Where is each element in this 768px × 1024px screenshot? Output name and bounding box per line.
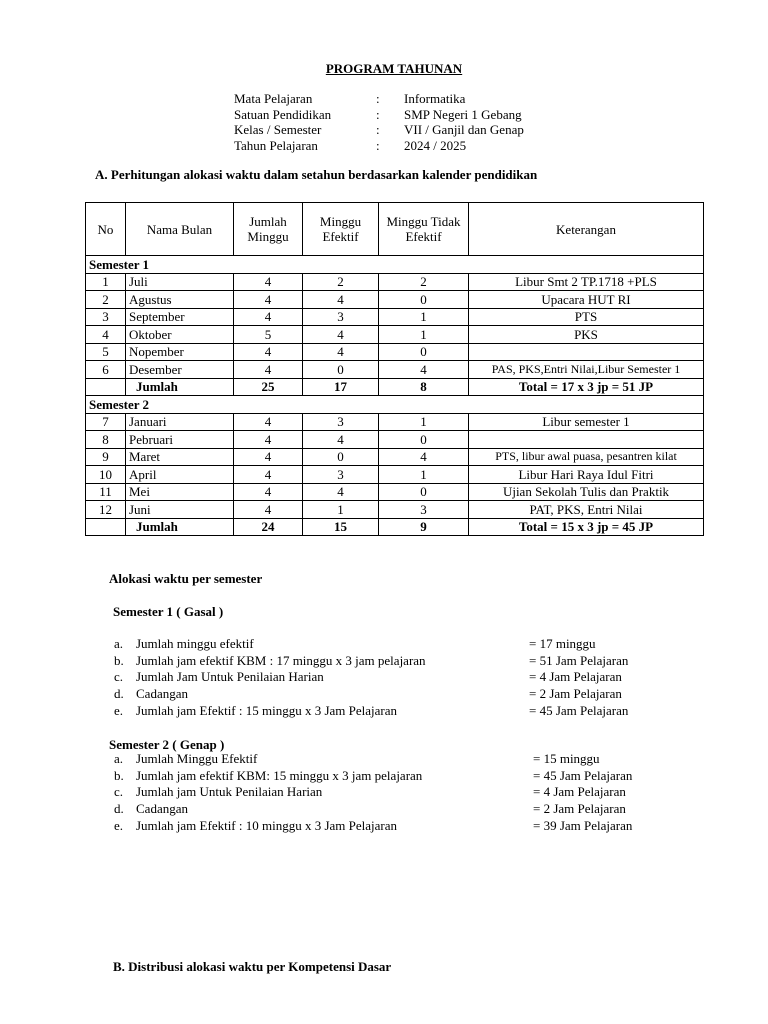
cell-month: Desember: [126, 361, 234, 379]
table-row: [86, 483, 704, 501]
list-item: [114, 801, 626, 818]
cell-notes: PAT, PKS, Entri Nilai: [469, 501, 704, 519]
item-value: = 45 Jam Pelajaran: [529, 702, 629, 718]
item-text: Cadangan: [136, 686, 188, 702]
cell-weeks: 4: [234, 291, 303, 309]
calendar-table: [85, 202, 704, 536]
cell-weeks: 5: [234, 326, 303, 344]
header-not-effective: Minggu Tidak Efektif: [379, 203, 469, 256]
total-not-effective: 8: [379, 378, 469, 396]
item-text: Jumlah jam Efektif : 10 minggu x 3 Jam Pelajaran: [136, 817, 398, 833]
cell-effective: 4: [303, 326, 379, 344]
cell-weeks: 4: [234, 361, 303, 379]
cell-effective: 4: [303, 431, 379, 449]
info-value: 2024 / 2025: [404, 137, 467, 153]
item-letter: e.: [114, 702, 124, 718]
list-item: [114, 636, 596, 653]
info-colon: :: [376, 137, 380, 153]
list-item: [114, 686, 622, 703]
section-a-heading: A. Perhitungan alokasi waktu dalam setahun berdasarkan kalender pendidikan: [95, 167, 538, 182]
item-letter: d.: [114, 686, 124, 702]
table-row: [86, 413, 704, 431]
cell-notes: Libur semester 1: [469, 413, 704, 431]
semester-1-heading: Semester 1 ( Gasal ): [113, 604, 224, 619]
section-b-heading: B. Distribusi alokasi waktu per Kompetensi Dasar: [113, 959, 392, 974]
list-item: [114, 751, 600, 768]
item-value: = 51 Jam Pelajaran: [529, 652, 629, 668]
semester-1-list: [114, 636, 629, 719]
item-letter: a.: [114, 751, 124, 766]
cell-month: Mei: [126, 483, 234, 501]
cell-not-effective: 0: [379, 291, 469, 309]
info-value: Informatika: [404, 91, 466, 106]
item-letter: c.: [114, 784, 124, 800]
item-value: = 45 Jam Pelajaran: [533, 767, 633, 783]
item-text: Jumlah jam efektif KBM: 15 minggu x 3 jam pelajaran: [136, 767, 423, 783]
cell-weeks: 4: [234, 501, 303, 519]
cell-no: 10: [86, 466, 126, 484]
cell-not-effective: 3: [379, 501, 469, 519]
cell-no: 1: [86, 273, 126, 291]
total-effective: 17: [303, 378, 379, 396]
cell-effective: 3: [303, 308, 379, 326]
cell-notes: PKS: [469, 326, 704, 344]
cell-month: Juli: [126, 273, 234, 291]
cell-weeks: 4: [234, 483, 303, 501]
header-no: No: [86, 203, 126, 256]
semester-label: Semester 1: [86, 256, 704, 274]
item-letter: b.: [114, 652, 124, 668]
semester-label-row: [86, 256, 704, 274]
cell-month: April: [126, 466, 234, 484]
item-text: Jumlah jam efektif KBM : 17 minggu x 3 jam pelajaran: [136, 652, 426, 668]
table-row: [86, 308, 704, 326]
cell-empty: [86, 378, 126, 396]
cell-no: 6: [86, 361, 126, 379]
cell-no: 7: [86, 413, 126, 431]
cell-notes: PAS, PKS,Entri Nilai,Libur Semester 1: [469, 361, 704, 379]
total-effective: 15: [303, 518, 379, 536]
cell-weeks: 4: [234, 413, 303, 431]
item-value: = 17 minggu: [529, 636, 596, 651]
table-row: [86, 326, 704, 344]
cell-month: Pebruari: [126, 431, 234, 449]
list-item: [114, 652, 629, 670]
cell-notes: [469, 343, 704, 361]
list-item: [114, 669, 622, 686]
cell-effective: 4: [303, 483, 379, 501]
info-label: Mata Pelajaran: [234, 91, 313, 106]
list-item: [114, 817, 633, 835]
cell-no: 4: [86, 326, 126, 344]
semester-2-body: [86, 396, 704, 536]
info-row-school: [234, 107, 524, 123]
cell-notes: Ujian Sekolah Tulis dan Praktik: [469, 483, 704, 501]
cell-weeks: 4: [234, 466, 303, 484]
identity-block: [234, 91, 524, 153]
cell-weeks: 4: [234, 343, 303, 361]
header-month: Nama Bulan: [126, 203, 234, 256]
info-row-subject: [234, 91, 524, 107]
item-text: Jumlah Minggu Efektif: [136, 751, 258, 766]
cell-effective: 3: [303, 413, 379, 431]
cell-not-effective: 0: [379, 343, 469, 361]
list-item: [114, 767, 633, 785]
cell-not-effective: 1: [379, 413, 469, 431]
cell-weeks: 4: [234, 431, 303, 449]
cell-no: 9: [86, 448, 126, 466]
cell-not-effective: 0: [379, 431, 469, 449]
info-row-year: [234, 138, 524, 154]
item-text: Jumlah minggu efektif: [136, 636, 254, 651]
cell-no: 8: [86, 431, 126, 449]
item-value: = 4 Jam Pelajaran: [533, 784, 626, 800]
cell-month: Oktober: [126, 326, 234, 344]
cell-effective: 4: [303, 291, 379, 309]
header-weeks: Jumlah Minggu: [234, 203, 303, 256]
cell-no: 2: [86, 291, 126, 309]
item-letter: c.: [114, 669, 124, 685]
cell-month: Januari: [126, 413, 234, 431]
info-value: VII / Ganjil dan Genap: [404, 122, 524, 137]
cell-effective: 1: [303, 501, 379, 519]
item-letter: a.: [114, 636, 124, 651]
item-text: Jumlah Jam Untuk Penilaian Harian: [136, 669, 324, 685]
list-item: [114, 702, 629, 720]
info-colon: :: [376, 122, 380, 137]
cell-effective: 0: [303, 361, 379, 379]
cell-month: Juni: [126, 501, 234, 519]
allocation-heading: Alokasi waktu per semester: [109, 571, 263, 586]
total-label: Jumlah: [126, 378, 234, 396]
info-label: Satuan Pendidikan: [234, 106, 332, 122]
cell-not-effective: 2: [379, 273, 469, 291]
cell-weeks: 4: [234, 273, 303, 291]
cell-effective: 4: [303, 343, 379, 361]
table-row: [86, 431, 704, 449]
semester-label-row: [86, 396, 704, 414]
list-item: [114, 784, 626, 801]
semester-label: Semester 2: [86, 396, 704, 414]
cell-notes: PTS: [469, 308, 704, 326]
table-header-row: [86, 203, 704, 256]
semester-1-body: [86, 256, 704, 396]
cell-month: September: [126, 308, 234, 326]
info-row-class: [234, 122, 524, 138]
semester-2-list: [114, 751, 633, 834]
total-weeks: 25: [234, 378, 303, 396]
item-letter: e.: [114, 817, 124, 833]
page-title: PROGRAM TAHUNAN: [325, 61, 463, 76]
table-row: [86, 291, 704, 309]
table-row: [86, 448, 704, 466]
info-colon: :: [376, 91, 380, 106]
item-value: = 2 Jam Pelajaran: [533, 801, 626, 817]
cell-effective: 0: [303, 448, 379, 466]
item-value: = 4 Jam Pelajaran: [529, 669, 622, 685]
item-text: Jumlah jam Efektif : 15 minggu x 3 Jam Pelajaran: [136, 702, 398, 718]
table-row: [86, 273, 704, 291]
total-weeks: 24: [234, 518, 303, 536]
cell-not-effective: 1: [379, 326, 469, 344]
cell-no: 12: [86, 501, 126, 519]
header-effective: Minggu Efektif: [303, 203, 379, 256]
cell-not-effective: 1: [379, 466, 469, 484]
cell-notes: [469, 431, 704, 449]
cell-not-effective: 4: [379, 448, 469, 466]
cell-month: Agustus: [126, 291, 234, 309]
cell-not-effective: 0: [379, 483, 469, 501]
total-row: [86, 378, 704, 396]
cell-month: Maret: [126, 448, 234, 466]
cell-notes: PTS, libur awal puasa, pesantren kilat: [469, 448, 704, 466]
item-value: = 2 Jam Pelajaran: [529, 686, 622, 702]
info-value: SMP Negeri 1 Gebang: [404, 106, 522, 122]
cell-empty: [86, 518, 126, 536]
cell-not-effective: 1: [379, 308, 469, 326]
cell-notes: Libur Smt 2 TP.1718 +PLS: [469, 273, 704, 291]
cell-not-effective: 4: [379, 361, 469, 379]
item-text: Jumlah jam Untuk Penilaian Harian: [136, 784, 323, 800]
total-row: [86, 518, 704, 536]
table-row: [86, 343, 704, 361]
item-value: = 39 Jam Pelajaran: [533, 817, 633, 833]
item-letter: b.: [114, 767, 124, 783]
info-label: Kelas / Semester: [234, 122, 322, 137]
header-notes: Keterangan: [469, 203, 704, 256]
total-not-effective: 9: [379, 518, 469, 536]
cell-no: 3: [86, 308, 126, 326]
table-row: [86, 501, 704, 519]
cell-no: 5: [86, 343, 126, 361]
total-label: Jumlah: [126, 518, 234, 536]
cell-effective: 2: [303, 273, 379, 291]
semester-2-heading: Semester 2 ( Genap ): [109, 737, 225, 752]
cell-weeks: 4: [234, 308, 303, 326]
table-row: [86, 466, 704, 484]
cell-weeks: 4: [234, 448, 303, 466]
info-colon: :: [376, 106, 380, 122]
table-row: [86, 361, 704, 379]
item-letter: d.: [114, 801, 124, 817]
info-label: Tahun Pelajaran: [234, 137, 318, 153]
total-notes: Total = 17 x 3 jp = 51 JP: [469, 378, 704, 396]
cell-no: 11: [86, 483, 126, 501]
cell-notes: Libur Hari Raya Idul Fitri: [469, 466, 704, 484]
cell-notes: Upacara HUT RI: [469, 291, 704, 309]
total-notes: Total = 15 x 3 jp = 45 JP: [469, 518, 704, 536]
item-value: = 15 minggu: [533, 751, 600, 766]
item-text: Cadangan: [136, 801, 188, 817]
cell-effective: 3: [303, 466, 379, 484]
cell-month: Nopember: [126, 343, 234, 361]
